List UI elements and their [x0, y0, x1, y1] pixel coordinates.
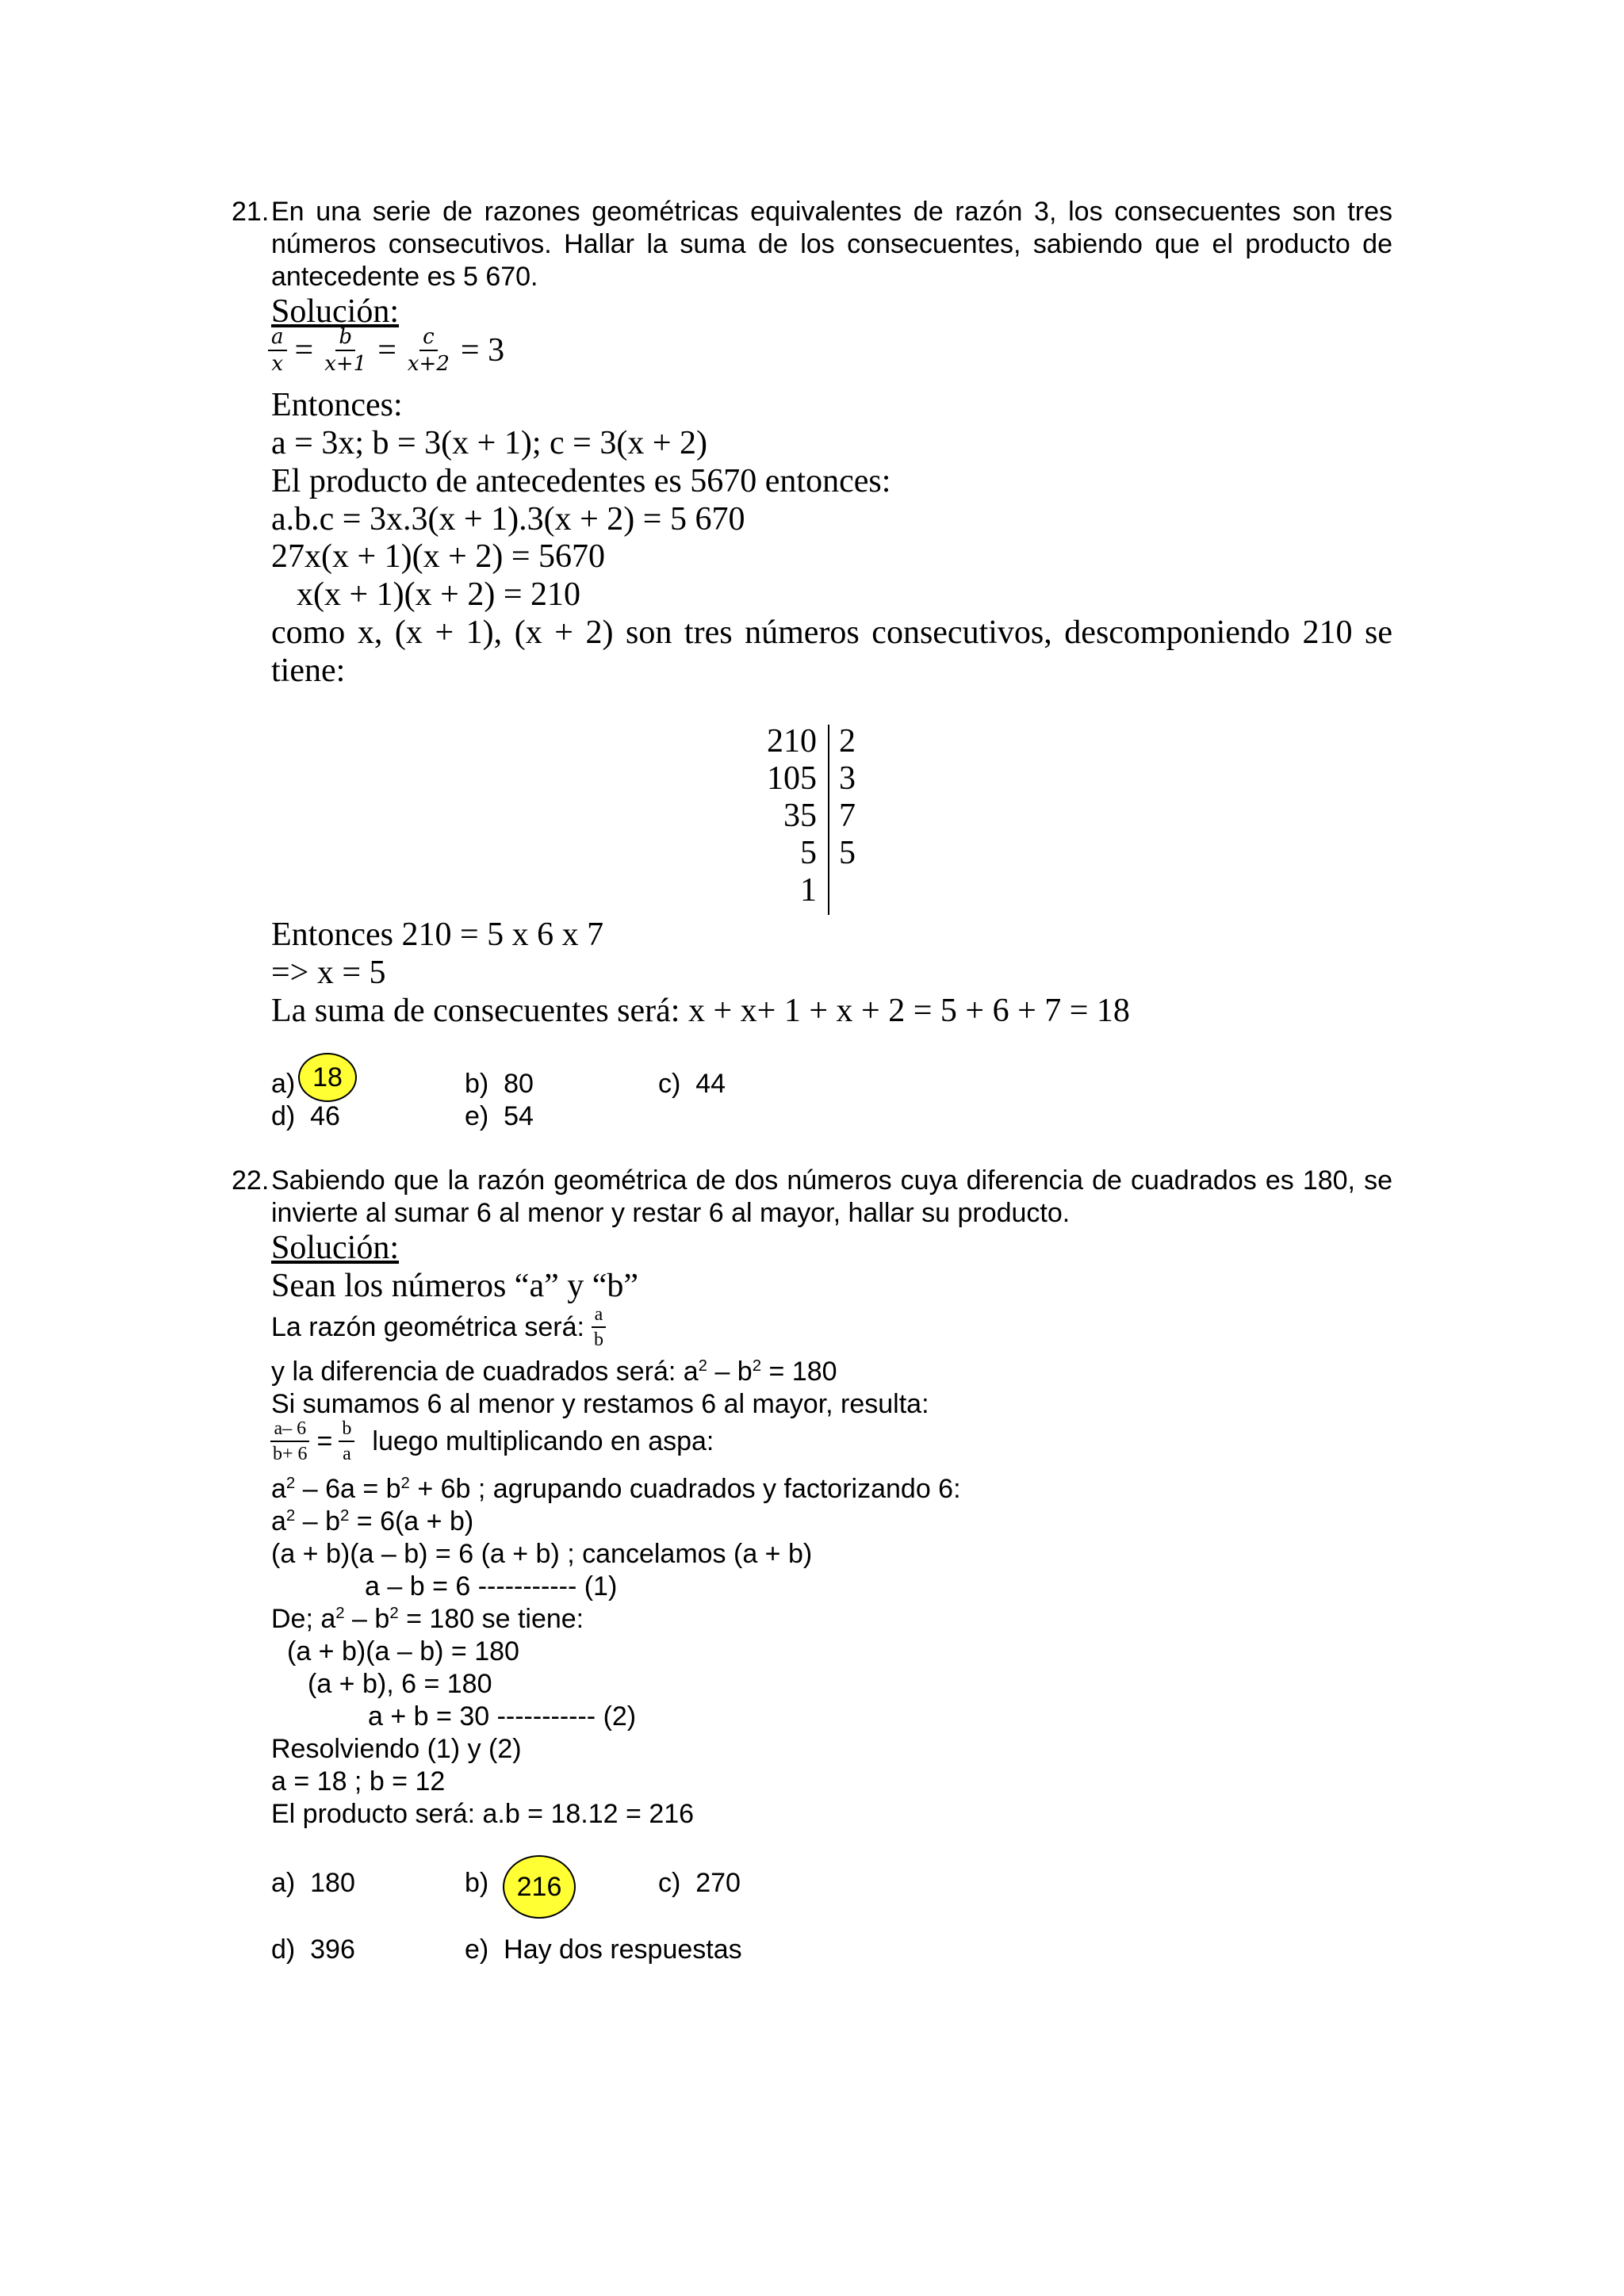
option-b-label: b): [465, 1868, 489, 1898]
step-from-difference: De; $a^2 - b^2 = 180$ se tiene:: [271, 1604, 584, 1634]
option-c: c) 44: [658, 1069, 726, 1099]
cross-multiply-text: luego multiplicando en aspa:: [372, 1426, 714, 1456]
fraction-a-b: $\frac{a}{b}$: [591, 1305, 607, 1349]
divisor: 3: [839, 760, 856, 797]
option-a-answer-highlight: [298, 1053, 357, 1102]
step-difference-squares: y la diferencia de cuadrados será: $a^2 - b^2 = 180$: [271, 1357, 837, 1387]
step-cancel: (a + b)(a – b) = 6 (a + b) ; cancelamos (a + b): [271, 1539, 813, 1569]
question-22-number: 22.: [232, 1165, 270, 1196]
fraction-c-x2: $\frac{c}{x+2}$: [407, 325, 450, 376]
step-x-value: => x = 5: [271, 955, 386, 991]
step-entonces: Entonces:: [271, 387, 403, 423]
option-c: c) 270: [658, 1868, 741, 1898]
dividend: 1: [800, 872, 817, 909]
divisor: 2: [839, 723, 856, 760]
step-product: El producto será: a.b = 18.12 = 216: [271, 1799, 695, 1829]
question-21-line-1: En una serie de razones geométricas equivalentes de razón 3, los consecuentes son tres: [271, 197, 1392, 227]
option-b-value: 216: [516, 1871, 562, 1902]
step-definitions: a = 3x; b = 3(x + 1); c = 3(x + 2): [271, 425, 707, 461]
ratio-equation: [268, 327, 504, 374]
ratio-value: = 3: [460, 332, 505, 369]
equals-sign: =: [316, 1426, 333, 1456]
step-product-statement: El producto de antecedentes es 5670 entonces:: [271, 463, 891, 499]
option-a: a) 180: [271, 1868, 355, 1898]
step-product-equation: a.b.c = 3x.3(x + 1).3(x + 2) = 5 670: [271, 501, 745, 538]
step-ratio: [271, 1305, 607, 1349]
step-factored: Entonces 210 = 5 x 6 x 7: [271, 916, 604, 953]
fraction-b-a: $\frac{b}{a}$: [339, 1419, 354, 1464]
equals-sign: =: [377, 332, 396, 369]
option-a-value: 18: [312, 1062, 343, 1093]
option-b-answer-highlight: [503, 1855, 576, 1919]
question-21-number: 21.: [232, 197, 270, 227]
solution-heading-21: Solución:: [271, 293, 400, 330]
step-cross-multiply: [270, 1419, 714, 1464]
question-22-line-1: Sabiendo que la razón geométrica de dos números cuya diferencia de cuadrados es 180, se: [271, 1165, 1392, 1196]
step-sum-result: La suma de consecuentes será: x + x+ 1 + x + 2 = 5 + 6 + 7 = 18: [271, 993, 1130, 1029]
equals-sign: =: [294, 332, 314, 369]
fraction-b-x1: $\frac{b}{x+1}$: [324, 325, 367, 376]
step-equation-1: a – b = 6 ----------- (1): [365, 1571, 618, 1601]
dividend: 5: [800, 835, 817, 871]
question-21-line-3: antecedente es 5 670.: [271, 262, 538, 292]
step-add-subtract: Si sumamos 6 al menor y restamos 6 al mayor, resulta:: [271, 1389, 929, 1419]
prime-factorization-table: [761, 723, 856, 909]
question-22-line-2: invierte al sumar 6 al menor y restar 6 al mayor, hallar su producto.: [271, 1198, 1071, 1228]
dividend: 105: [767, 760, 817, 797]
step-consecutive-line-1: como x, (x + 1), (x + 2) son tres números consecutivos, descomponiendo 210 se: [271, 614, 1392, 651]
divider-line: [828, 725, 829, 915]
step-let-numbers: Sean los números “a” y “b”: [271, 1268, 639, 1304]
step-values: a = 18 ; b = 12: [271, 1766, 446, 1797]
ratio-text: La razón geométrica será:: [271, 1312, 584, 1342]
step-equation-2: a + b = 30 ----------- (2): [368, 1701, 637, 1732]
step-consecutive-line-2: tiene:: [271, 652, 346, 689]
dividend: 35: [783, 798, 817, 834]
step-factor-180: (a + b)(a – b) = 180: [287, 1636, 519, 1667]
fraction-a6-b6: $\frac{a- 6}{b+ 6}$: [270, 1419, 311, 1464]
step-simplified: 27x(x + 1)(x + 2) = 5670: [271, 538, 606, 575]
step-substitute: (a + b), 6 = 180: [308, 1669, 492, 1699]
option-a-label: a): [271, 1069, 296, 1099]
option-e: e) Hay dos respuestas: [465, 1934, 742, 1965]
step-solving: Resolviendo (1) y (2): [271, 1734, 522, 1764]
step-expanded: $a^2 - 6a = b^2 + 6b$ ; agrupando cuadrados y factorizando 6:: [271, 1474, 961, 1504]
solution-heading-22: Solución:: [271, 1230, 400, 1266]
fraction-a-x: $\frac{a}{x}$: [268, 327, 287, 374]
question-21-line-2: números consecutivos. Hallar la suma de los consecuentes, sabiendo que el producto de: [271, 229, 1392, 259]
step-reduced: x(x + 1)(x + 2) = 210: [297, 576, 581, 613]
dividend: 210: [767, 723, 817, 760]
divisor: 5: [839, 835, 856, 871]
step-grouped: $a^2 - b^2 = 6(a + b)$: [271, 1506, 474, 1536]
option-e: e) 54: [465, 1101, 534, 1131]
option-b: b) 80: [465, 1069, 534, 1099]
divisor: 7: [839, 798, 856, 834]
option-d: d) 46: [271, 1101, 340, 1131]
option-d: d) 396: [271, 1934, 355, 1965]
